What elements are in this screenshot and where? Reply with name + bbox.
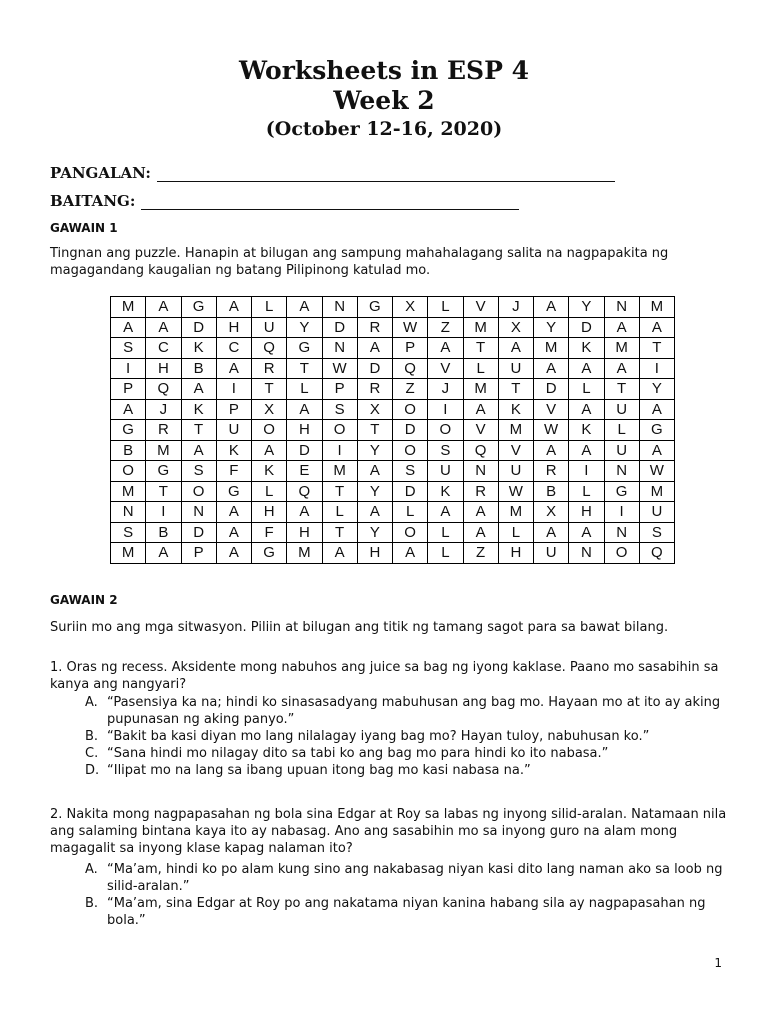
puzzle-cell[interactable]: A bbox=[639, 399, 674, 420]
puzzle-cell[interactable]: U bbox=[604, 399, 639, 420]
puzzle-cell[interactable]: X bbox=[393, 297, 428, 318]
puzzle-cell[interactable]: S bbox=[639, 522, 674, 543]
puzzle-cell[interactable]: K bbox=[569, 420, 604, 441]
puzzle-cell[interactable]: A bbox=[534, 297, 569, 318]
puzzle-cell[interactable]: A bbox=[569, 358, 604, 379]
puzzle-row bbox=[111, 338, 675, 359]
choice-text: “Ma’am, sina Edgar at Roy po ang nakatama niyan kanina habang sila ay nagpapasahan ng bola.” bbox=[107, 896, 706, 928]
puzzle-cell[interactable]: R bbox=[252, 358, 287, 379]
puzzle-cell[interactable]: N bbox=[463, 461, 498, 482]
choice-letter: A. bbox=[85, 695, 98, 710]
puzzle-cell[interactable]: V bbox=[534, 399, 569, 420]
choice-1d[interactable] bbox=[85, 762, 735, 779]
puzzle-cell[interactable]: Q bbox=[393, 358, 428, 379]
puzzle-cell[interactable]: A bbox=[428, 338, 463, 359]
puzzle-cell[interactable]: Y bbox=[569, 297, 604, 318]
choice-text: “Bakit ba kasi diyan mo lang nilalagay iyang bag mo? Hayan tuloy, nabuhusan ko.” bbox=[107, 729, 650, 744]
puzzle-row bbox=[111, 399, 675, 420]
puzzle-cell[interactable]: A bbox=[534, 358, 569, 379]
puzzle-cell[interactable]: A bbox=[287, 399, 322, 420]
puzzle-cell[interactable]: U bbox=[252, 317, 287, 338]
puzzle-cell[interactable]: M bbox=[639, 481, 674, 502]
puzzle-cell[interactable]: D bbox=[569, 317, 604, 338]
name-label: PANGALAN: bbox=[50, 164, 151, 182]
puzzle-cell[interactable]: G bbox=[181, 297, 216, 318]
puzzle-cell[interactable]: N bbox=[604, 522, 639, 543]
puzzle-cell[interactable]: S bbox=[111, 338, 146, 359]
puzzle-cell[interactable]: Y bbox=[639, 379, 674, 400]
puzzle-cell[interactable]: Y bbox=[534, 317, 569, 338]
puzzle-cell[interactable]: L bbox=[498, 522, 533, 543]
puzzle-cell[interactable]: I bbox=[111, 358, 146, 379]
choice-letter: B. bbox=[85, 729, 99, 744]
puzzle-cell[interactable]: J bbox=[428, 379, 463, 400]
puzzle-row bbox=[111, 522, 675, 543]
puzzle-cell[interactable]: T bbox=[322, 522, 357, 543]
puzzle-cell[interactable]: U bbox=[498, 461, 533, 482]
puzzle-cell[interactable]: P bbox=[216, 399, 251, 420]
puzzle-cell[interactable]: M bbox=[463, 379, 498, 400]
puzzle-row bbox=[111, 297, 675, 318]
puzzle-cell[interactable]: H bbox=[498, 543, 533, 564]
puzzle-cell[interactable]: M bbox=[287, 543, 322, 564]
puzzle-cell[interactable]: A bbox=[216, 502, 251, 523]
puzzle-cell[interactable]: K bbox=[498, 399, 533, 420]
puzzle-cell[interactable]: Y bbox=[287, 317, 322, 338]
puzzle-cell[interactable]: X bbox=[498, 317, 533, 338]
puzzle-cell[interactable]: T bbox=[639, 338, 674, 359]
puzzle-cell[interactable]: A bbox=[111, 317, 146, 338]
choice-2b[interactable] bbox=[85, 895, 735, 929]
puzzle-cell[interactable]: P bbox=[322, 379, 357, 400]
puzzle-cell[interactable]: O bbox=[322, 420, 357, 441]
puzzle-cell[interactable]: S bbox=[393, 461, 428, 482]
puzzle-cell[interactable]: G bbox=[287, 338, 322, 359]
puzzle-cell[interactable]: A bbox=[463, 399, 498, 420]
puzzle-cell[interactable]: A bbox=[498, 338, 533, 359]
puzzle-cell[interactable]: L bbox=[252, 297, 287, 318]
puzzle-row bbox=[111, 440, 675, 461]
puzzle-cell[interactable]: N bbox=[604, 461, 639, 482]
puzzle-cell[interactable]: A bbox=[569, 440, 604, 461]
puzzle-cell[interactable]: O bbox=[393, 399, 428, 420]
page-number: 1 bbox=[714, 956, 722, 970]
puzzle-cell[interactable]: A bbox=[357, 502, 392, 523]
week-title: Week 2 bbox=[333, 86, 435, 115]
puzzle-cell[interactable]: Q bbox=[146, 379, 181, 400]
puzzle-cell[interactable]: U bbox=[534, 543, 569, 564]
puzzle-cell[interactable]: I bbox=[322, 440, 357, 461]
puzzle-cell[interactable]: I bbox=[428, 399, 463, 420]
choice-letter: A. bbox=[85, 862, 98, 877]
question-2-choices bbox=[85, 861, 735, 929]
puzzle-cell[interactable]: G bbox=[216, 481, 251, 502]
puzzle-cell[interactable]: F bbox=[216, 461, 251, 482]
puzzle-row bbox=[111, 358, 675, 379]
puzzle-cell[interactable]: V bbox=[428, 358, 463, 379]
puzzle-cell[interactable]: A bbox=[604, 358, 639, 379]
puzzle-cell[interactable]: L bbox=[428, 543, 463, 564]
grade-field[interactable] bbox=[50, 192, 519, 210]
puzzle-cell[interactable]: D bbox=[181, 317, 216, 338]
puzzle-cell[interactable]: A bbox=[146, 317, 181, 338]
puzzle-cell[interactable]: M bbox=[111, 543, 146, 564]
grade-blank-line[interactable] bbox=[141, 195, 519, 210]
puzzle-cell[interactable]: B bbox=[181, 358, 216, 379]
puzzle-cell[interactable]: A bbox=[216, 297, 251, 318]
puzzle-cell[interactable]: A bbox=[463, 502, 498, 523]
choice-letter: D. bbox=[85, 763, 100, 778]
puzzle-cell[interactable]: T bbox=[322, 481, 357, 502]
puzzle-cell[interactable]: Q bbox=[463, 440, 498, 461]
puzzle-cell[interactable]: I bbox=[146, 502, 181, 523]
puzzle-row bbox=[111, 420, 675, 441]
choice-1b[interactable] bbox=[85, 728, 735, 745]
puzzle-cell[interactable]: H bbox=[216, 317, 251, 338]
puzzle-cell[interactable]: O bbox=[111, 461, 146, 482]
puzzle-cell[interactable]: A bbox=[111, 399, 146, 420]
puzzle-cell[interactable]: J bbox=[146, 399, 181, 420]
puzzle-cell[interactable]: N bbox=[322, 338, 357, 359]
choice-letter: B. bbox=[85, 896, 99, 911]
puzzle-cell[interactable]: U bbox=[498, 358, 533, 379]
puzzle-cell[interactable]: A bbox=[534, 522, 569, 543]
puzzle-cell[interactable]: K bbox=[216, 440, 251, 461]
choice-1c[interactable] bbox=[85, 745, 735, 762]
puzzle-cell[interactable]: O bbox=[428, 420, 463, 441]
puzzle-cell[interactable]: M bbox=[111, 481, 146, 502]
puzzle-cell[interactable]: L bbox=[604, 420, 639, 441]
puzzle-cell[interactable]: X bbox=[357, 399, 392, 420]
puzzle-cell[interactable]: P bbox=[111, 379, 146, 400]
puzzle-cell[interactable]: C bbox=[216, 338, 251, 359]
puzzle-row bbox=[111, 543, 675, 564]
puzzle-cell[interactable]: M bbox=[639, 297, 674, 318]
puzzle-cell[interactable]: D bbox=[393, 420, 428, 441]
puzzle-cell[interactable]: A bbox=[639, 440, 674, 461]
puzzle-cell[interactable]: G bbox=[357, 297, 392, 318]
puzzle-cell[interactable]: T bbox=[498, 379, 533, 400]
question-1-choices bbox=[85, 694, 735, 779]
puzzle-cell[interactable]: H bbox=[569, 502, 604, 523]
puzzle-cell[interactable]: U bbox=[639, 502, 674, 523]
puzzle-cell[interactable]: Y bbox=[357, 481, 392, 502]
gawain1-instructions: Tingnan ang puzzle. Hanapin at bilugan ang sampung mahahalagang salita na nagpapakita ng magagandang kaugalian ng batang Pilipinong katulad mo. bbox=[50, 246, 669, 278]
puzzle-cell[interactable]: A bbox=[569, 522, 604, 543]
puzzle-cell[interactable]: Q bbox=[252, 338, 287, 359]
puzzle-cell[interactable]: O bbox=[393, 440, 428, 461]
puzzle-cell[interactable]: W bbox=[393, 317, 428, 338]
puzzle-cell[interactable]: D bbox=[393, 481, 428, 502]
puzzle-cell[interactable]: A bbox=[639, 317, 674, 338]
puzzle-cell[interactable]: T bbox=[357, 420, 392, 441]
puzzle-cell[interactable]: S bbox=[181, 461, 216, 482]
puzzle-cell[interactable]: A bbox=[569, 399, 604, 420]
puzzle-cell[interactable]: B bbox=[534, 481, 569, 502]
puzzle-cell[interactable]: L bbox=[463, 358, 498, 379]
puzzle-cell[interactable]: A bbox=[428, 502, 463, 523]
puzzle-cell[interactable]: O bbox=[393, 522, 428, 543]
puzzle-cell[interactable]: N bbox=[604, 297, 639, 318]
puzzle-cell[interactable]: A bbox=[216, 358, 251, 379]
puzzle-cell[interactable]: N bbox=[569, 543, 604, 564]
gawain1-heading: GAWAIN 1 bbox=[50, 221, 118, 235]
choice-text: “Ma’am, hindi ko po alam kung sino ang nakabasag niyan kasi dito lang naman ako sa loob ng silid-aralan.” bbox=[107, 862, 723, 894]
puzzle-cell[interactable]: D bbox=[357, 358, 392, 379]
puzzle-cell[interactable]: U bbox=[428, 461, 463, 482]
puzzle-cell[interactable]: S bbox=[428, 440, 463, 461]
name-field[interactable] bbox=[50, 164, 615, 182]
puzzle-cell[interactable]: R bbox=[357, 317, 392, 338]
puzzle-cell[interactable]: A bbox=[604, 317, 639, 338]
puzzle-cell[interactable]: K bbox=[181, 399, 216, 420]
puzzle-cell[interactable]: I bbox=[569, 461, 604, 482]
puzzle-cell[interactable]: T bbox=[181, 420, 216, 441]
puzzle-cell[interactable]: X bbox=[534, 502, 569, 523]
puzzle-cell[interactable]: W bbox=[322, 358, 357, 379]
puzzle-cell[interactable]: K bbox=[252, 461, 287, 482]
puzzle-cell[interactable]: M bbox=[463, 317, 498, 338]
puzzle-cell[interactable]: L bbox=[287, 379, 322, 400]
puzzle-cell[interactable]: D bbox=[181, 522, 216, 543]
worksheet-title: Worksheets in ESP 4 bbox=[239, 56, 529, 85]
puzzle-cell[interactable]: V bbox=[498, 440, 533, 461]
question-2: 2. Nakita mong nagpapasahan ng bola sina Edgar at Roy sa labas ng inyong silid-aralan. Natamaan nila ang salaming bintana kaya ito ay nabasag. Ano ang sasabihin mo sa inyong guro na alam mong magagalit sa inyong klase kapag nalaman ito? bbox=[50, 807, 727, 856]
puzzle-cell[interactable]: P bbox=[181, 543, 216, 564]
choice-2a[interactable] bbox=[85, 861, 735, 895]
puzzle-cell[interactable]: E bbox=[287, 461, 322, 482]
puzzle-cell[interactable]: Z bbox=[463, 543, 498, 564]
puzzle-cell[interactable]: H bbox=[287, 522, 322, 543]
puzzle-cell[interactable]: I bbox=[604, 502, 639, 523]
choice-1a[interactable] bbox=[85, 694, 735, 728]
puzzle-cell[interactable]: T bbox=[463, 338, 498, 359]
puzzle-cell[interactable]: H bbox=[287, 420, 322, 441]
gawain2-heading: GAWAIN 2 bbox=[50, 593, 118, 607]
puzzle-row bbox=[111, 317, 675, 338]
puzzle-cell[interactable]: B bbox=[111, 440, 146, 461]
word-search-puzzle bbox=[110, 296, 675, 564]
puzzle-cell[interactable]: M bbox=[604, 338, 639, 359]
puzzle-cell[interactable]: R bbox=[357, 379, 392, 400]
puzzle-cell[interactable]: T bbox=[287, 358, 322, 379]
choice-text: “Ilipat mo na lang sa ibang upuan itong bag mo kasi nabasa na.” bbox=[107, 763, 531, 778]
puzzle-cell[interactable]: L bbox=[428, 297, 463, 318]
puzzle-cell[interactable]: M bbox=[111, 297, 146, 318]
puzzle-cell[interactable]: H bbox=[357, 543, 392, 564]
puzzle-cell[interactable]: D bbox=[322, 317, 357, 338]
puzzle-cell[interactable]: S bbox=[322, 399, 357, 420]
puzzle-row bbox=[111, 481, 675, 502]
puzzle-cell[interactable]: M bbox=[534, 338, 569, 359]
puzzle-cell[interactable]: J bbox=[498, 297, 533, 318]
puzzle-cell[interactable]: N bbox=[111, 502, 146, 523]
puzzle-cell[interactable]: O bbox=[252, 420, 287, 441]
puzzle-cell[interactable]: Q bbox=[287, 481, 322, 502]
grade-label: BAITANG: bbox=[50, 192, 136, 210]
puzzle-cell[interactable]: G bbox=[604, 481, 639, 502]
puzzle-cell[interactable]: I bbox=[216, 379, 251, 400]
puzzle-cell[interactable]: A bbox=[216, 522, 251, 543]
puzzle-cell[interactable]: C bbox=[146, 338, 181, 359]
puzzle-cell[interactable]: W bbox=[534, 420, 569, 441]
puzzle-cell[interactable]: X bbox=[252, 399, 287, 420]
puzzle-row bbox=[111, 502, 675, 523]
puzzle-cell[interactable]: R bbox=[534, 461, 569, 482]
puzzle-cell[interactable]: A bbox=[287, 297, 322, 318]
puzzle-cell[interactable]: A bbox=[287, 502, 322, 523]
puzzle-cell[interactable]: S bbox=[111, 522, 146, 543]
puzzle-cell[interactable]: U bbox=[216, 420, 251, 441]
puzzle-cell[interactable]: D bbox=[534, 379, 569, 400]
gawain2-instructions: Suriin mo ang mga sitwasyon. Piliin at bilugan ang titik ng tamang sagot para sa bawat bilang. bbox=[50, 620, 669, 635]
puzzle-cell[interactable]: A bbox=[181, 379, 216, 400]
puzzle-cell[interactable]: O bbox=[181, 481, 216, 502]
puzzle-cell[interactable]: Q bbox=[639, 543, 674, 564]
choice-text: “Sana hindi mo nilagay dito sa tabi ko ang bag mo para hindi ko ito nabasa.” bbox=[107, 746, 609, 761]
puzzle-cell[interactable]: A bbox=[357, 461, 392, 482]
puzzle-cell[interactable]: L bbox=[428, 522, 463, 543]
puzzle-cell[interactable]: O bbox=[604, 543, 639, 564]
puzzle-cell[interactable]: M bbox=[498, 420, 533, 441]
question-1: 1. Oras ng recess. Aksidente mong nabuhos ang juice sa bag ng iyong kaklase. Paano mo sasabihin sa kanya ang nangyari? bbox=[50, 660, 719, 692]
puzzle-cell[interactable]: A bbox=[216, 543, 251, 564]
puzzle-row bbox=[111, 379, 675, 400]
puzzle-cell[interactable]: T bbox=[604, 379, 639, 400]
puzzle-cell[interactable]: M bbox=[498, 502, 533, 523]
puzzle-cell[interactable]: T bbox=[146, 481, 181, 502]
choice-letter: C. bbox=[85, 746, 99, 761]
puzzle-cell[interactable]: L bbox=[252, 481, 287, 502]
puzzle-cell[interactable]: K bbox=[428, 481, 463, 502]
puzzle-cell[interactable]: Y bbox=[357, 440, 392, 461]
puzzle-cell[interactable]: G bbox=[639, 420, 674, 441]
puzzle-cell[interactable]: T bbox=[252, 379, 287, 400]
date-range: (October 12-16, 2020) bbox=[265, 118, 503, 140]
puzzle-cell[interactable]: A bbox=[357, 338, 392, 359]
puzzle-cell[interactable]: A bbox=[322, 543, 357, 564]
puzzle-cell[interactable]: A bbox=[146, 297, 181, 318]
puzzle-cell[interactable]: A bbox=[463, 522, 498, 543]
puzzle-cell[interactable]: K bbox=[181, 338, 216, 359]
puzzle-cell[interactable]: M bbox=[146, 440, 181, 461]
puzzle-cell[interactable]: Z bbox=[393, 379, 428, 400]
puzzle-cell[interactable]: L bbox=[569, 379, 604, 400]
puzzle-cell[interactable]: L bbox=[569, 481, 604, 502]
puzzle-cell[interactable]: R bbox=[463, 481, 498, 502]
puzzle-cell[interactable]: L bbox=[393, 502, 428, 523]
puzzle-cell[interactable]: M bbox=[322, 461, 357, 482]
choice-text: “Pasensiya ka na; hindi ko sinasasadyang mabuhusan ang bag mo. Hayaan mo at ito ay aking pupunasan ng aking panyo.” bbox=[107, 695, 721, 727]
puzzle-cell[interactable]: B bbox=[146, 522, 181, 543]
puzzle-cell[interactable]: F bbox=[252, 522, 287, 543]
puzzle-cell[interactable]: G bbox=[111, 420, 146, 441]
puzzle-cell[interactable]: N bbox=[181, 502, 216, 523]
puzzle-cell[interactable]: Y bbox=[357, 522, 392, 543]
puzzle-cell[interactable]: W bbox=[639, 461, 674, 482]
puzzle-cell[interactable]: V bbox=[463, 297, 498, 318]
puzzle-cell[interactable]: Z bbox=[428, 317, 463, 338]
puzzle-cell[interactable]: P bbox=[393, 338, 428, 359]
puzzle-cell[interactable]: A bbox=[534, 440, 569, 461]
puzzle-cell[interactable]: W bbox=[498, 481, 533, 502]
puzzle-cell[interactable]: D bbox=[287, 440, 322, 461]
puzzle-cell[interactable]: A bbox=[252, 440, 287, 461]
puzzle-cell[interactable]: A bbox=[393, 543, 428, 564]
puzzle-cell[interactable]: H bbox=[146, 358, 181, 379]
puzzle-cell[interactable]: R bbox=[146, 420, 181, 441]
puzzle-cell[interactable]: L bbox=[322, 502, 357, 523]
puzzle-cell[interactable]: V bbox=[463, 420, 498, 441]
puzzle-cell[interactable]: H bbox=[252, 502, 287, 523]
puzzle-cell[interactable]: K bbox=[569, 338, 604, 359]
puzzle-cell[interactable]: G bbox=[252, 543, 287, 564]
name-blank-line[interactable] bbox=[157, 167, 615, 182]
puzzle-cell[interactable]: N bbox=[322, 297, 357, 318]
puzzle-cell[interactable]: G bbox=[146, 461, 181, 482]
puzzle-cell[interactable]: I bbox=[639, 358, 674, 379]
puzzle-cell[interactable]: A bbox=[146, 543, 181, 564]
puzzle-row bbox=[111, 461, 675, 482]
puzzle-cell[interactable]: U bbox=[604, 440, 639, 461]
puzzle-cell[interactable]: A bbox=[181, 440, 216, 461]
